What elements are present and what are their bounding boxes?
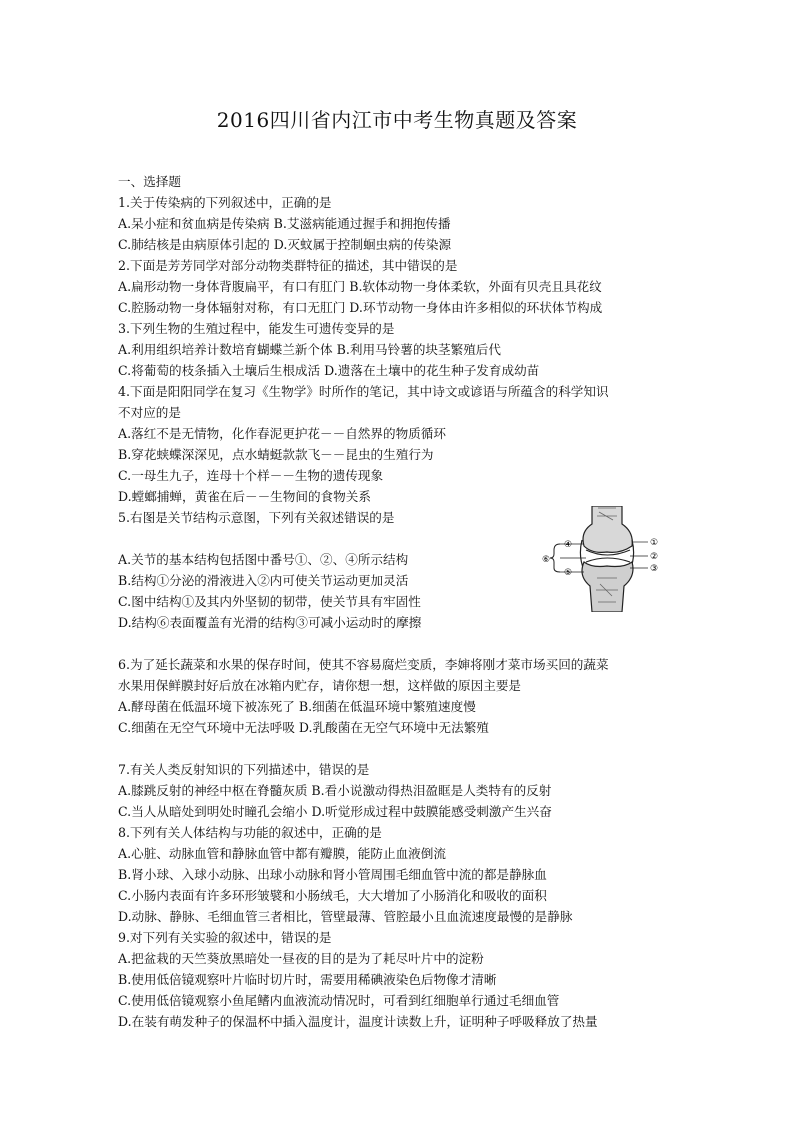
question-4	[118, 381, 678, 507]
option-line: C.小肠内表面有许多环形皱襞和小肠绒毛，大大增加了小肠消化和吸收的面积	[118, 888, 547, 903]
question-2	[118, 255, 678, 318]
question-stem: 8.下列有关人体结构与功能的叙述中，正确的是	[118, 825, 382, 840]
figure-label-6: ⑥	[542, 555, 551, 565]
question-stem: 9.对下列有关实验的叙述中，错误的是	[118, 930, 332, 945]
figure-label-4: ④	[564, 540, 573, 550]
question-9	[118, 927, 678, 1032]
question-stem: 2.下面是芳芳同学对部分动物类群特征的描述，其中错误的是	[118, 258, 458, 273]
spacer	[118, 633, 678, 654]
question-stem-cont: 不对应的是	[118, 405, 181, 420]
option-line: A.心脏、动脉血管和静脉血管中都有瓣膜，能防止血液倒流	[118, 846, 446, 861]
joint-diagram-svg	[542, 506, 666, 612]
option-line: D.结构⑥表面覆盖有光滑的结构③可减小运动时的摩擦	[118, 615, 422, 630]
question-stem-cont: 水果用保鲜膜封好后放在冰箱内贮存，请你想一想，这样做的原因主要是	[118, 678, 521, 693]
question-6	[118, 654, 678, 738]
option-line: B.结构①分泌的滑液进入②内可使关节运动更加灵活	[118, 573, 409, 588]
option-line: D.在装有萌发种子的保温杯中插入温度计，温度计读数上升，证明种子呼吸释放了热量	[118, 1014, 598, 1029]
option-line: B.肾小球、入球小动脉、出球小动脉和肾小管周围毛细血管中流的都是静脉血	[118, 867, 547, 882]
question-1	[118, 192, 678, 255]
question-stem: 5.右图是关节结构示意图，下列有关叙述错误的是	[118, 510, 395, 525]
option-line: C.细菌在无空气环境中无法呼吸 D.乳酸菌在无空气环境中无法繁殖	[118, 720, 489, 735]
question-stem: 6.为了延长蔬菜和水果的保存时间，使其不容易腐烂变质，李婶将刚才菜市场买回的蔬菜	[118, 657, 609, 672]
option-line: A.酵母菌在低温环境下被冻死了 B.细菌在低温环境中繁殖速度慢	[118, 699, 476, 714]
option-line: B.使用低倍镜观察叶片临时切片时，需要用稀碘液染色后物像才清晰	[118, 972, 497, 987]
option-line: A.利用组织培养计数培育蝴蝶兰新个体 B.利用马铃薯的块茎繁殖后代	[118, 342, 501, 357]
joint-cavity	[586, 558, 630, 562]
question-stem: 7.有关人类反射知识的下列描述中，错误的是	[118, 762, 370, 777]
option-line: C.当人从暗处到明处时瞳孔会缩小 D.听觉形成过程中鼓膜能感受刺激产生兴奋	[118, 804, 552, 819]
figure-label-3: ③	[650, 564, 659, 574]
option-line: D.螳螂捕蝉，黄雀在后－－生物间的食物关系	[118, 489, 371, 504]
question-stem: 4.下面是阳阳同学在复习《生物学》时所作的笔记，其中诗文或谚语与所蕴含的科学知识	[118, 384, 609, 399]
section-heading: 一、选择题	[118, 174, 181, 189]
option-line: A.关节的基本结构包括图中番号①、②、④所示结构	[118, 552, 409, 567]
option-line: C.肺结核是由病原体引起的 D.灭蚊属于控制蛔虫病的传染源	[118, 237, 452, 252]
option-line: D.动脉、静脉、毛细血管三者相比，管壁最薄、管腔最小且血流速度最慢的是静脉	[118, 909, 573, 924]
question-8	[118, 822, 678, 927]
option-line: C.一母生九子，连母十个样－－生物的遗传现象	[118, 468, 384, 483]
blank-line	[118, 528, 518, 549]
spacer	[118, 738, 678, 759]
option-line: B.穿花蛱蝶深深见，点水蜻蜓款款飞－－昆虫的生殖行为	[118, 447, 434, 462]
option-line: A.呆小症和贫血病是传染病 B.艾滋病能通过握手和拥抱传播	[118, 216, 451, 231]
question-7	[118, 759, 678, 822]
figure-label-5: ⑤	[564, 568, 573, 578]
question-stem: 3.下列生物的生殖过程中，能发生可遗传变异的是	[118, 321, 395, 336]
figure-label-2: ②	[650, 552, 659, 562]
left-bracket	[550, 544, 560, 572]
option-line: C.腔肠动物一身体辐射对称，有口无肛门 D.环节动物一身体由许多相似的环状体节构成	[118, 300, 603, 315]
option-line: A.膝跳反射的神经中枢在脊髓灰质 B.看小说激动得热泪盈眶是人类特有的反射	[118, 783, 552, 798]
figure-label-1: ①	[650, 538, 659, 548]
joint-diagram	[542, 506, 666, 612]
option-line: A.落红不是无情物，化作春泥更护花－－自然界的物质循环	[118, 426, 446, 441]
upper-bone	[583, 506, 632, 552]
question-3	[118, 318, 678, 381]
option-line: A.扁形动物一身体背腹扁平，有口有肛门 B.软体动物一身体柔软，外面有贝壳且具花纹	[118, 279, 602, 294]
option-line: C.图中结构①及其内外坚韧的韧带，使关节具有牢固性	[118, 594, 421, 609]
option-line: C.将葡萄的枝条插入土壤后生根成活 D.遗落在土壤中的花生种子发育成幼苗	[118, 363, 540, 378]
question-stem: 1.关于传染病的下列叙述中，正确的是	[118, 195, 332, 210]
option-line: A.把盆栽的天竺葵放黑暗处一昼夜的目的是为了耗尽叶片中的淀粉	[118, 951, 484, 966]
page-title: 2016四川省内江市中考生物真题及答案	[216, 108, 578, 132]
lower-bone	[582, 562, 633, 612]
option-line: C.使用低倍镜观察小鱼尾鳍内血液流动情况时，可看到红细胞单行通过毛细血管	[118, 993, 560, 1008]
